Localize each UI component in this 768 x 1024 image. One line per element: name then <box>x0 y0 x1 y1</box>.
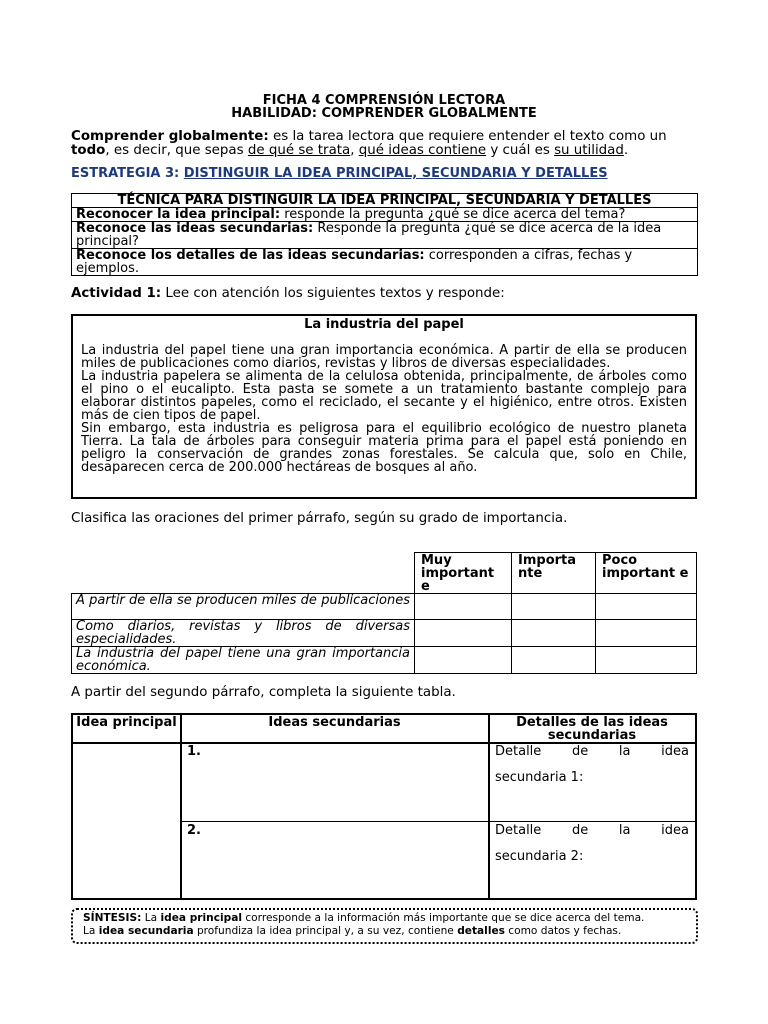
strategy-heading <box>71 167 608 180</box>
reading-paragraph-3: Sin embargo, esta industria es peligrosa para el equilibrio ecológico de nuestro planeta Tierra. La tala de árboles para conseguir materia prima para el papel está poniendo en peligro la conservación de grandes zonas forestales. Se calcula que, solo en Chile, desaparecen cerca de 200.000 hectáreas de bosques al año. <box>81 421 687 475</box>
technique-row: Reconocer la idea principal: responde la pregunta ¿qué se dice acerca del tema? <box>72 208 698 222</box>
intro-term: Comprender globalmente: <box>71 129 269 144</box>
classify-sentence: A partir de ella se producen miles de publicaciones <box>71 593 415 620</box>
intro-link-3: su utilidad <box>554 143 624 158</box>
detail-label-b: secundaria 2: <box>495 849 584 864</box>
classify-header-cell: Importa nte <box>511 552 596 594</box>
classify-cell[interactable] <box>414 646 512 674</box>
classify-sentence: Como diarios, revistas y libros de diversas especialidades. <box>71 619 415 647</box>
classify-cell[interactable] <box>595 619 697 647</box>
intro-todo: todo <box>71 143 106 158</box>
idea-principal-cell[interactable] <box>73 744 180 898</box>
classify-sentence: La industria del papel tiene una gran importancia económica. <box>71 646 415 674</box>
complete-header-idea-principal: Idea principal <box>76 715 177 730</box>
activity-label: Actividad 1: <box>71 286 162 301</box>
technique-row: Reconoce los detalles de las ideas secundarias: corresponden a cifras, fechas y ejemplos. <box>72 249 698 276</box>
classify-cell[interactable] <box>414 593 512 620</box>
classify-cell[interactable] <box>595 593 697 620</box>
secondary-idea-number: 2. <box>187 823 201 838</box>
synthesis-label: SÍNTESIS: <box>83 912 142 924</box>
complete-instruction: A partir del segundo párrafo, completa la siguiente tabla. <box>71 685 456 700</box>
synthesis-box <box>71 908 698 944</box>
intro-paragraph: Comprender globalmente: es la tarea lectora que requiere entender el texto como un todo, es decir, que sepas de qué se trata, qué ideas contiene y cuál es su utilidad. <box>71 129 667 158</box>
secondary-idea-cell[interactable] <box>203 824 483 896</box>
header-title: FICHA 4 COMPRENSIÓN LECTORA <box>262 93 506 108</box>
detail-label-a: Detalle de la idea <box>495 744 689 759</box>
reading-box <box>71 314 697 499</box>
technique-row: Reconoce las ideas secundarias: Responde la pregunta ¿qué se dice acerca de la idea principal? <box>72 222 698 249</box>
activity-instruction: Actividad 1: Lee con atención los siguientes textos y responde: <box>71 286 505 301</box>
classify-cell[interactable] <box>414 619 512 647</box>
strategy-label: ESTRATEGIA 3: <box>71 166 184 181</box>
complete-table <box>71 713 697 900</box>
intro-link-1: de qué se trata <box>247 143 351 158</box>
complete-header-detalles: Detalles de las ideas secundarias <box>516 715 668 743</box>
strategy-title: DISTINGUIR LA IDEA PRINCIPAL, SECUNDARIA Y DETALLES <box>183 166 608 181</box>
classify-instruction: Clasifica las oraciones del primer párrafo, según su grado de importancia. <box>71 511 568 526</box>
classify-cell[interactable] <box>511 619 596 647</box>
reading-paragraph-2: La industria papelera se alimenta de la celulosa obtenida, principalmente, de árboles como el pino o el eucalipto. Esta pasta se somete a un tratamiento bastante complejo para elaborar distintos papeles, como el reciclado, el secante y el higiénico, entre otros. Existen más de cien tipos de papel. <box>81 369 687 423</box>
header-subtitle: HABILIDAD: COMPRENDER GLOBALMENTE <box>231 106 537 121</box>
detail-label-b: secundaria 1: <box>495 770 584 785</box>
classify-cell[interactable] <box>511 593 596 620</box>
reading-paragraph-1: La industria del papel tiene una gran importancia económica. A partir de ella se producen miles de publicaciones como diarios, revistas y libros de diversas especialidades. <box>81 343 687 371</box>
technique-table <box>71 193 698 276</box>
classify-cell[interactable] <box>511 646 596 674</box>
classify-header <box>414 552 697 593</box>
synthesis-line-1: SÍNTESIS: La idea principal corresponde a la información más importante que se dice acerca del tema. <box>83 912 645 924</box>
classify-header-cell: Poco important e <box>595 552 697 594</box>
secondary-idea-cell[interactable] <box>203 745 483 817</box>
divider <box>488 715 490 898</box>
divider <box>180 821 695 822</box>
synthesis-line-2: La idea secundaria profundiza la idea principal y, a su vez, contiene detalles como datos y fechas. <box>83 925 622 937</box>
page-header <box>0 94 768 120</box>
classify-cell[interactable] <box>595 646 697 674</box>
detail-label-a: Detalle de la idea <box>495 823 689 838</box>
technique-title: TÉCNICA PARA DISTINGUIR LA IDEA PRINCIPAL, SECUNDARIA Y DETALLES <box>72 194 698 208</box>
intro-link-2: qué ideas contiene <box>358 143 487 158</box>
secondary-idea-number: 1. <box>187 744 201 759</box>
complete-header-ideas-secundarias: Ideas secundarias <box>268 715 401 730</box>
classify-header-cell: Muy important e <box>414 552 512 594</box>
divider <box>180 715 182 898</box>
reading-title: La industria del papel <box>304 317 464 332</box>
